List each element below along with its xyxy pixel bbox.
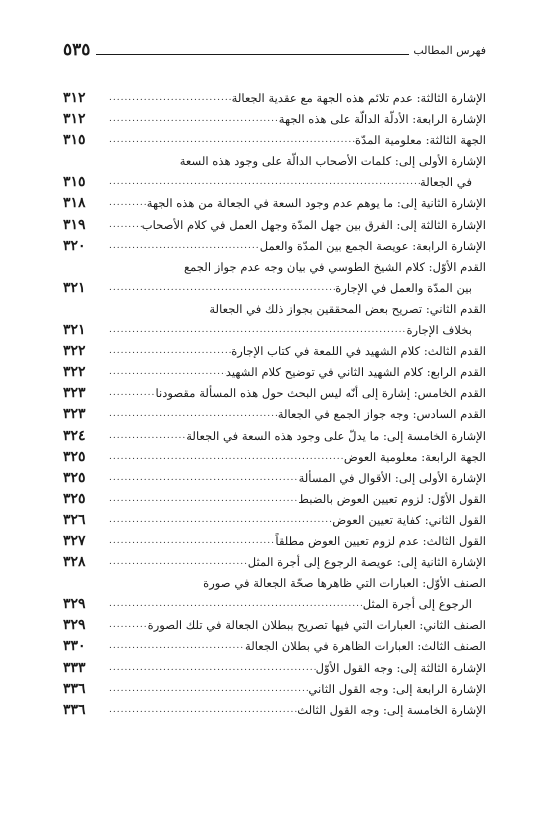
toc-entry-title-line1: القدم الثاني: تصريح بعض المحققين بجواز ذلك في الجعالة [209, 301, 486, 316]
toc-entry-title: الصنف الثالث: العبارات الظاهرة في بطلان الجعالة [244, 639, 486, 654]
leader-dots [107, 615, 148, 636]
toc-entry-title: الإشارة الثالثة: عدم تلائم هذه الجهة مع عقدية الجعالة [231, 91, 486, 105]
leader-dots [107, 109, 279, 130]
leader-dots [107, 679, 308, 700]
toc-entry-title: الإشارة الثالثة إلى: الفرق بين جهل المدّة وجهل العمل في كلام الأصحاب [141, 217, 486, 232]
toc-entry-title-line1: الصنف الأوّل: العبارات التي ظاهرها صحّة الجعالة في صورة [203, 576, 486, 591]
toc-entry-page: ٣٢٥ [63, 490, 86, 507]
toc-entry-page: ٣١٥ [63, 174, 86, 191]
toc-entry-page: ٣٣٣ [63, 659, 86, 676]
toc-entry-page: ٣٢٥ [63, 448, 86, 465]
toc-entry-page: ٣١٥ [63, 132, 86, 149]
toc-entry [63, 636, 486, 657]
leader-dots [107, 426, 186, 447]
leader-dots [107, 215, 142, 236]
toc-entry [63, 531, 486, 552]
toc-entry-title: القدم الثالث: كلام الشهيد في اللمعة في كتاب الإجارة [231, 344, 486, 359]
leader-dots [107, 404, 278, 425]
leader-dots [107, 658, 316, 679]
toc-entry-title: القدم الخامس: إشارة إلى أنّه ليس البحث حول هذه المسألة مقصودنا [155, 386, 486, 401]
toc-entry-title: الجهة الرابعة: معلومية العوض [343, 449, 486, 464]
toc-entry [63, 130, 486, 151]
table-of-contents [63, 88, 486, 721]
leader-dots [107, 130, 355, 151]
toc-entry-page: ٣١٨ [63, 195, 86, 212]
toc-entry-title-line2: بخلاف الإجارة [406, 323, 472, 338]
toc-entry-page: ٣١٢ [63, 111, 86, 128]
toc-entry-page: ٣٢٩ [63, 596, 86, 613]
toc-entry [63, 700, 486, 721]
toc-entry-page: ٣٢٨ [63, 554, 86, 571]
toc-entry-page: ٣٢٥ [63, 469, 86, 486]
toc-entry-title: القدم الرابع: كلام الشهيد الثاني في توضيح كلام الشهيد [225, 365, 486, 380]
toc-entry [63, 109, 486, 130]
toc-entry-page: ٣٢٢ [63, 364, 86, 381]
toc-entry [63, 88, 486, 109]
toc-entry-title-line2: الرجوع إلى أجرة المثل [362, 597, 472, 612]
toc-entry-title-line1: القدم الأوّل: كلام الشيخ الطوسي في بيان وجه عدم جواز الجمع [183, 259, 486, 274]
leader-dots [107, 489, 298, 510]
toc-entry-title: الإشارة الرابعة: عويصة الجمع بين المدّة والعمل [259, 238, 486, 253]
toc-entry-page: ٣٢٦ [63, 511, 86, 528]
toc-entry-title: الإشارة الثالثة إلى: وجه القول الأوّل [315, 660, 486, 675]
toc-entry-page: ٣٢٣ [63, 385, 86, 402]
toc-entry-title: القول الأوّل: لزوم تعيين العوض بالضبط [298, 491, 486, 506]
toc-entry [63, 552, 486, 573]
toc-entry-title-line2: في الجعالة [419, 175, 472, 190]
leader-dots [107, 320, 406, 341]
book-page [63, 38, 486, 798]
leader-dots [107, 362, 226, 383]
leader-dots [107, 383, 155, 404]
toc-entry-title: الإشارة الخامسة إلى: ما يدلّ على وجود هذه السعة في الجعالة [186, 428, 486, 443]
toc-entry-page: ٣٢٧ [63, 532, 86, 549]
leader-dots [107, 278, 335, 299]
toc-entry [63, 573, 486, 615]
toc-entry-page: ٣٢٠ [63, 237, 86, 254]
toc-entry [63, 193, 486, 214]
toc-entry [63, 679, 486, 700]
leader-dots [107, 88, 232, 109]
toc-entry-title: الإشارة الثانية إلى: ما يوهم عدم وجود السعة في الجعالة من هذه الجهة [146, 196, 486, 211]
toc-entry [63, 383, 486, 404]
toc-entry [63, 362, 486, 383]
toc-entry-title: الإشارة الثانية إلى: عويصة الرجوع إلى أجرة المثل [247, 555, 486, 570]
leader-dots [107, 531, 275, 552]
leader-dots [107, 700, 297, 721]
toc-entry-title: الإشارة الأولى إلى: الأقوال في المسألة [298, 470, 486, 485]
toc-entry-title: القول الثالث: عدم لزوم تعيين العوض مطلقاً [275, 533, 486, 548]
toc-entry-page: ٣٣٦ [63, 701, 86, 718]
toc-entry [63, 236, 486, 257]
toc-entry-title-line2: بين المدّة والعمل في الإجارة [335, 280, 472, 295]
leader-dots [107, 636, 245, 657]
toc-entry [63, 489, 486, 510]
header-page-number: ٥٣٥ [63, 40, 91, 60]
leader-dots [107, 341, 231, 362]
toc-entry-title: الجهة الثالثة: معلومية المدّة [355, 133, 486, 148]
toc-entry [63, 257, 486, 299]
running-header [63, 38, 486, 62]
toc-entry-page: ٣٢٤ [63, 427, 86, 444]
toc-entry [63, 404, 486, 425]
toc-entry [63, 299, 486, 341]
toc-entry-title: القول الثاني: كفاية تعيين العوض [332, 512, 486, 527]
toc-entry-page: ٣١٢ [63, 90, 86, 106]
toc-entry-title: الإشارة الرابعة: الأدلّة الدالّة على هذه الجهة [278, 112, 486, 127]
leader-dots [107, 552, 248, 573]
toc-entry [63, 468, 486, 489]
header-title: فهرس المطالب [413, 43, 486, 57]
toc-entry-page: ٣٣٦ [63, 680, 86, 697]
leader-dots [107, 594, 363, 615]
toc-entry [63, 615, 486, 636]
toc-entry-page: ٣٢١ [63, 279, 86, 296]
toc-entry-title: الإشارة الرابعة إلى: وجه القول الثاني [308, 681, 486, 696]
leader-dots [107, 510, 332, 531]
toc-entry-title: الصنف الثاني: العبارات التي فيها تصريح ببطلان الجعالة في تلك الصورة [147, 618, 486, 633]
toc-entry [63, 658, 486, 679]
toc-entry [63, 215, 486, 236]
toc-entry-page: ٣٣٠ [63, 638, 86, 655]
leader-dots [107, 447, 344, 468]
leader-dots [107, 193, 147, 214]
toc-entry [63, 426, 486, 447]
leader-dots [107, 236, 260, 257]
toc-entry-page: ٣١٩ [63, 216, 86, 233]
toc-entry-page: ٣٢٣ [63, 406, 86, 423]
toc-entry [63, 341, 486, 362]
toc-entry [63, 447, 486, 468]
toc-entry-page: ٣٢١ [63, 322, 86, 339]
toc-entry-page: ٣٢٢ [63, 343, 86, 360]
toc-entry-title-line1: الإشارة الأولى إلى: كلمات الأصحاب الدالّة على وجود هذه السعة [179, 154, 486, 169]
toc-entry [63, 510, 486, 531]
toc-entry-title: الإشارة الخامسة إلى: وجه القول الثالث [297, 702, 486, 717]
toc-entry [63, 151, 486, 193]
leader-dots [107, 172, 420, 193]
toc-entry-page: ٣٢٩ [63, 617, 86, 634]
leader-dots [107, 468, 299, 489]
toc-entry-title: القدم السادس: وجه جواز الجمع في الجعالة [277, 407, 486, 422]
header-rule [96, 54, 409, 55]
